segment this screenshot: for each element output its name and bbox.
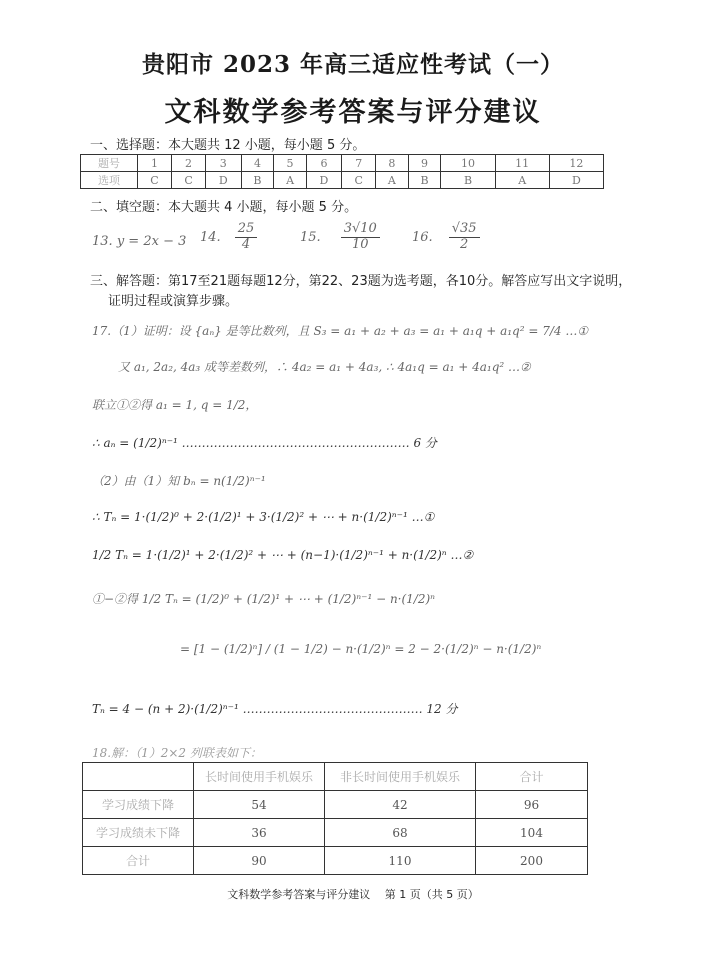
numerator: 25 [235,222,258,238]
exam-title: 贵阳市 2023 年高三适应性考试（一） [141,51,565,78]
section3-heading-line2: 证明过程或演算步骤。 [108,294,239,309]
table-cell: 10 [441,155,495,172]
table-row [83,847,588,875]
table-cell: C [172,172,206,189]
answer-table-number-row [81,155,604,172]
row-label: 题号 [81,155,138,172]
table-cell: 12 [549,155,603,172]
table-cell: 2 [172,155,206,172]
table-cell: A [376,172,408,189]
table-cell: D [549,172,603,189]
q14-answer [200,222,259,253]
fraction [449,222,480,253]
table-cell: D [306,172,341,189]
section1-heading: 一、选择题：本大题共 12 小题，每小题 5 分。 [90,138,366,153]
q14-label: 14. [200,229,221,245]
q17-line-2: 又 a₁, 2a₂, 4a₃ 成等差数列，∴ 4a₂ = a₁ + 4a₃, ∴ 4a₁q = a₁ + 4a₁q² …② [118,360,531,374]
table-cell: B [441,172,495,189]
q17-line-7: 1/2 Tₙ = 1·(1/2)¹ + 2·(1/2)² + ⋯ + (n−1)·(1/2)ⁿ⁻¹ + n·(1/2)ⁿ …② [92,548,474,562]
table-header-cell: 合计 [476,763,588,791]
table-cell: A [495,172,549,189]
table-cell: 5 [274,155,306,172]
table-cell: 9 [408,155,441,172]
table-cell: 1 [138,155,172,172]
denominator: 10 [351,236,369,252]
q17-line-4: ∴ aₙ = (1/2)ⁿ⁻¹ ………………………………………………… 6 分 [92,436,437,450]
table-cell: C [138,172,172,189]
row-label: 学习成绩未下降 [83,819,194,847]
table-cell: B [241,172,274,189]
table-cell: 7 [342,155,376,172]
numerator: 3√10 [341,222,380,238]
fraction [341,222,380,253]
table-cell: 96 [476,791,588,819]
table-row [83,791,588,819]
table-cell: 11 [495,155,549,172]
fraction [235,222,258,253]
q18-intro: 18.解：（1）2×2 列联表如下： [92,746,262,760]
q15-label: 15. [300,229,321,245]
q13-answer [92,234,186,249]
table-cell: 8 [376,155,408,172]
q17-line-9: = [1 − (1/2)ⁿ] / (1 − 1/2) − n·(1/2)ⁿ = 2 − 2·(1/2)ⁿ − n·(1/2)ⁿ [180,642,542,656]
answer-table [80,154,604,189]
table-header-cell: 非长时间使用手机娱乐 [325,763,476,791]
table-cell: 68 [325,819,476,847]
q16-answer [412,222,482,253]
table-cell: D [206,172,241,189]
row-label: 合计 [83,847,194,875]
section2-heading: 二、填空题：本大题共 4 小题，每小题 5 分。 [90,200,358,215]
q13-value: y = 2x − 3 [116,234,187,249]
table-cell: A [274,172,306,189]
q17-line-8: ①−②得 1/2 Tₙ = (1/2)⁰ + (1/2)¹ + ⋯ + (1/2)ⁿ⁻¹ − n·(1/2)ⁿ [92,592,436,606]
q15-answer [300,222,382,253]
answer-table-answer-row [81,172,604,189]
section3-heading-line1: 三、解答题：第17至21题每题12分，第22、23题为选考题，各10分。解答应写出文字说明， [90,274,632,289]
page-footer: 文科数学参考答案与评分建议 第 1 页（共 5 页） [227,888,479,901]
numerator: √35 [449,222,480,238]
q17-line-6: ∴ Tₙ = 1·(1/2)⁰ + 2·(1/2)¹ + 3·(1/2)² + ⋯ + n·(1/2)ⁿ⁻¹ …① [92,510,435,524]
contingency-table [82,762,588,875]
table-header-cell: 长时间使用手机娱乐 [194,763,325,791]
q17-line-5: （2）由（1）知 bₙ = n(1/2)ⁿ⁻¹ [92,474,266,488]
table-cell: B [408,172,441,189]
table-cell: 36 [194,819,325,847]
denominator: 2 [459,236,469,252]
table-cell: 42 [325,791,476,819]
table-cell: 3 [206,155,241,172]
row-label: 选项 [81,172,138,189]
q17-line-1: 17.（1）证明：设 {aₙ} 是等比数列，且 S₃ = a₁ + a₂ + a₃ = a₁ + a₁q + a₁q² = 7/4 …① [92,324,589,338]
table-row [83,819,588,847]
table-cell: 90 [194,847,325,875]
denominator: 4 [241,236,251,252]
q13-label: 13. [92,234,113,249]
table-cell: C [342,172,376,189]
table-cell: 4 [241,155,274,172]
table-cell: 104 [476,819,588,847]
table-cell: 200 [476,847,588,875]
document-title: 文科数学参考答案与评分建议 [164,97,542,128]
q17-line-3: 联立①②得 a₁ = 1, q = 1/2， [92,398,258,412]
table-cell: 54 [194,791,325,819]
row-label: 学习成绩下降 [83,791,194,819]
q17-line-10: Tₙ = 4 − (n + 2)·(1/2)ⁿ⁻¹ ……………………………………… 12 分 [92,702,458,716]
table-header-row [83,763,588,791]
table-header-cell [83,763,194,791]
q16-label: 16. [412,229,433,245]
table-cell: 6 [306,155,341,172]
table-cell: 110 [325,847,476,875]
